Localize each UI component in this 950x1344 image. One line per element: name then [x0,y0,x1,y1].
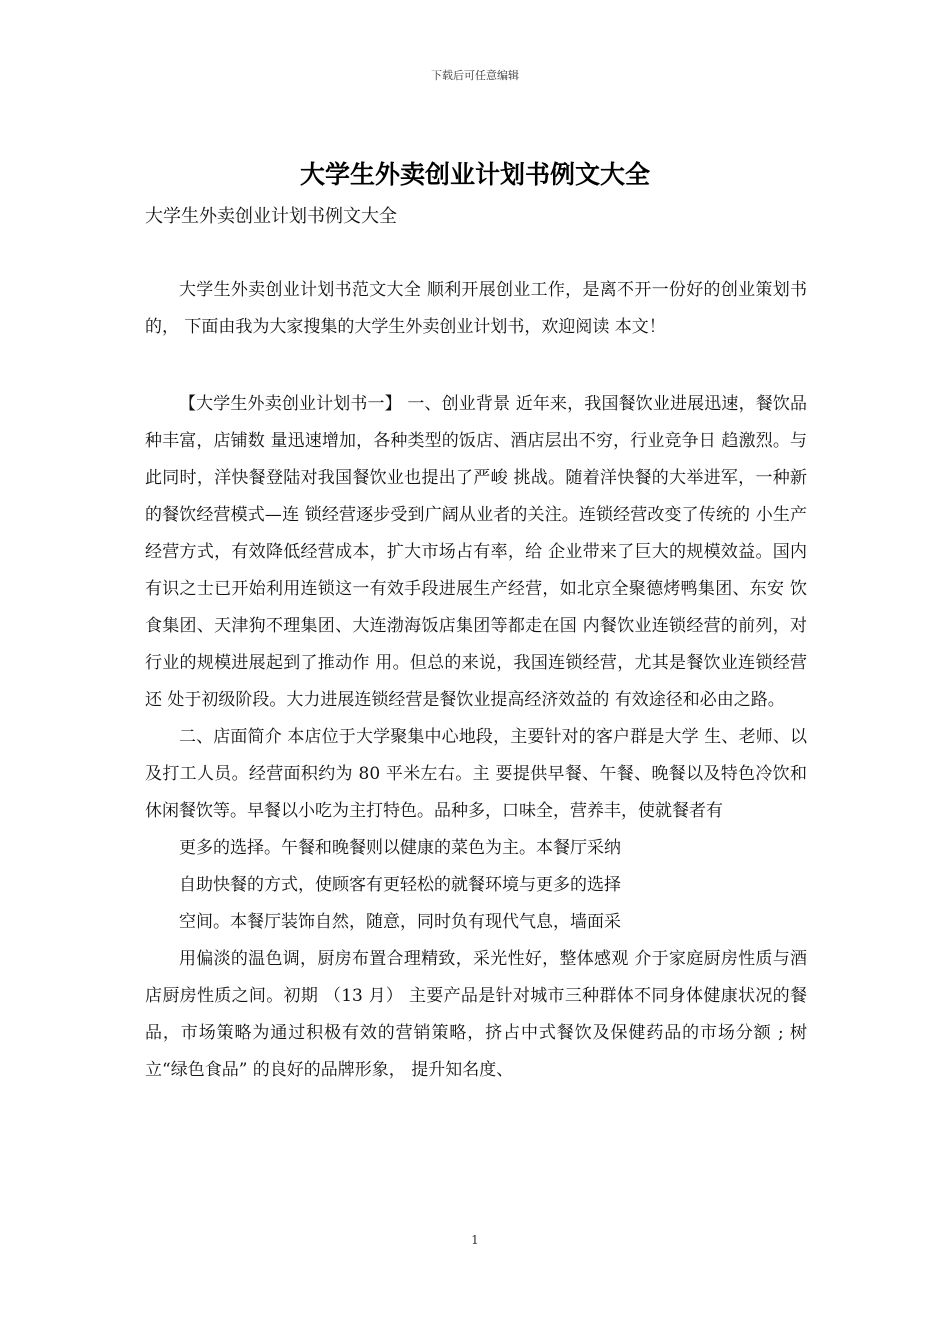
paragraph-line: 自助快餐的方式，使顾客有更轻松的就餐环境与更多的选择 [179,875,621,895]
page-number: 1 [471,1233,479,1247]
paragraph-decor: 用偏淡的温色调，厨房布置合理精致，采光性好，整体感观 介于家庭厨房性质与酒店厨房性质之间。初期 （13 月） 主要产品是针对城市三种群体不同身体健康状况的餐 品，市场策略为通过积极有效的营销策略，挤占中式餐饮及保健药品的市场分额 ; 树立“绿色食品” 的良好的品牌形象， 提升知名度、 [145,949,807,1080]
paragraph-gap [145,346,807,386]
header-note: 下载后可任意编辑 [431,69,519,82]
document-body [145,272,807,1089]
document-subtitle: 大学生外卖创业计划书例文大全 [145,206,397,227]
document-title: 大学生外卖创业计划书例文大全 [299,160,650,189]
paragraph-intro: 大学生外卖创业计划书范文大全 顺利开展创业工作，是离不开一份好的创业策划书的， 下面由我为大家搜集的大学生外卖创业计划书，欢迎阅读 本文！ [145,280,807,337]
paragraph-line: 空间。本餐厅装饰自然，随意，同时负有现代气息，墙面采 [179,912,621,932]
paragraph-line: 更多的选择。午餐和晚餐则以健康的菜色为主。本餐厅采纳 [179,838,621,858]
paragraph-store-intro: 二、店面简介 本店位于大学聚集中心地段，主要针对的客户群是大学 生、老师、以及打工人员。经营面积约为 80 平米左右。主 要提供早餐、午餐、晚餐以及特色冷饮和休闲餐饮等。早餐以小吃为主打特色。品种多，口味全，营养丰，使就餐者有 [145,727,807,821]
paragraph-background: 【大学生外卖创业计划书一】 一、创业背景 近年来，我国餐饮业进展迅速，餐饮品种丰富，店铺数 量迅速增加，各种类型的饭店、酒店层出不穷，行业竞争日 趋激烈。与此同时，洋快餐登陆对我国餐饮业也提出了严峻 挑战。随着洋快餐的大举进军，一种新的餐饮经营模式—连 锁经营逐步受到广阔从业者的关注。连锁经营改变了传统的 小生产经营方式，有效降低经营成本，扩大市场占有率，给 企业带来了巨大的规模效益。国内有识之士已开始利用连锁这一有效手段进展生产经营，如北京全聚德烤鸭集团、东安 饮食集团、天津狗不理集团、大连渤海饭店集团等都走在国 内餐饮业连锁经营的前列，对行业的规模进展起到了推动作 用。但总的来说，我国连锁经营，尤其是餐饮业连锁经营还 处于初级阶段。大力进展连锁经营是餐饮业提高经济效益的 有效途径和必由之路。 [145,394,807,710]
